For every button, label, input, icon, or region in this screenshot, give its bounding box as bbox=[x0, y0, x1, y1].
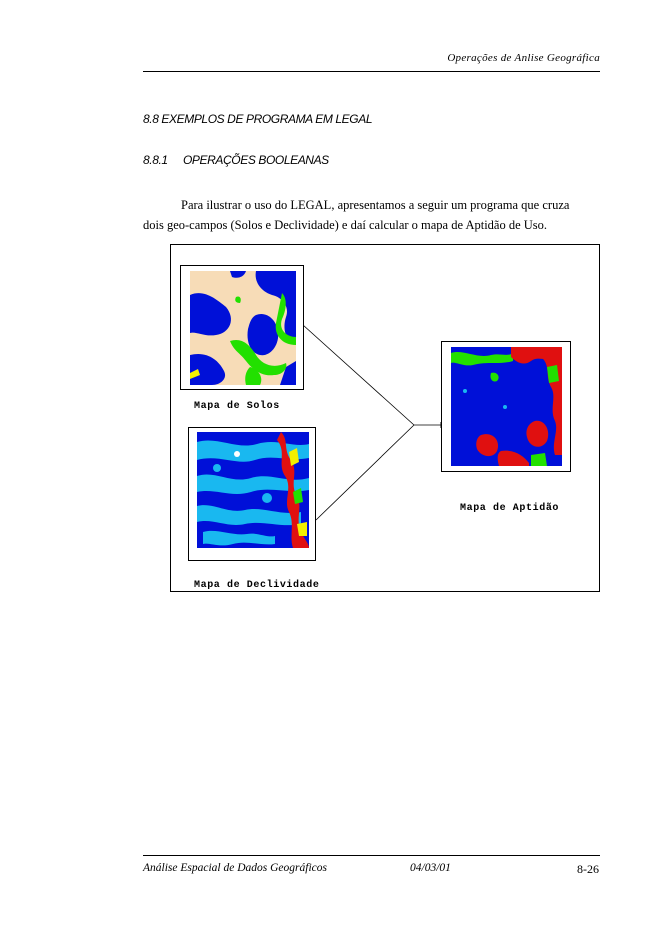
subsection-number: 8.8.1 bbox=[143, 153, 168, 167]
page-number: 8-26 bbox=[577, 862, 599, 876]
map-solos-image bbox=[190, 271, 296, 385]
subsection-title: OPERAÇÕES BOOLEANAS bbox=[183, 153, 329, 167]
map-declividade-image bbox=[197, 432, 309, 548]
arrow-line-declividade bbox=[316, 425, 414, 520]
map-solos-frame bbox=[180, 265, 304, 390]
running-header: Operações de Anlise Geográfica bbox=[447, 52, 600, 64]
footer-date: 04/03/01 bbox=[410, 862, 451, 874]
paragraph-line-2: dois geo-campos (Solos e Declividade) e daí calcular o mapa de Aptidão de Uso. bbox=[143, 218, 548, 232]
map-aptidao-frame bbox=[441, 341, 571, 472]
arrow-line-solos bbox=[303, 325, 414, 425]
map-declividade-frame bbox=[188, 427, 316, 561]
caption-aptidao: Mapa de Aptidão bbox=[460, 503, 560, 514]
caption-declividade: Mapa de Declividade bbox=[194, 580, 320, 591]
map-aptidao-image bbox=[451, 347, 562, 466]
caption-solos: Mapa de Solos bbox=[194, 401, 280, 412]
paragraph-line-1: Para ilustrar o uso do LEGAL, apresentamos a seguir um programa que cruza bbox=[181, 198, 570, 212]
section-heading: 8.8 EXEMPLOS DE PROGRAMA EM LEGAL bbox=[143, 112, 373, 126]
footer-book-title: Análise Espacial de Dados Geográficos bbox=[143, 862, 327, 874]
footer-rule bbox=[143, 855, 600, 856]
